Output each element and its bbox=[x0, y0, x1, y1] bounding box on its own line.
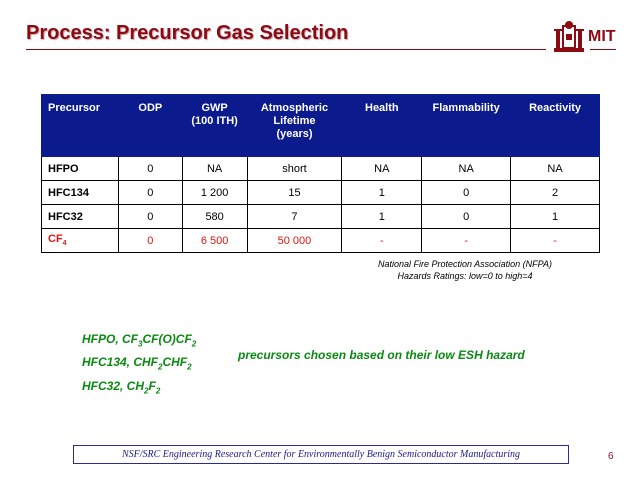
table-row bbox=[42, 205, 600, 229]
cell-flammability: NA bbox=[422, 157, 511, 181]
cell-odp: 0 bbox=[118, 229, 182, 253]
title-divider bbox=[26, 49, 546, 50]
cell-precursor bbox=[42, 229, 119, 253]
cell-precursor: HFPO bbox=[42, 157, 119, 181]
cell-reactivity: 1 bbox=[511, 205, 600, 229]
cell-reactivity: NA bbox=[511, 157, 600, 181]
logo-text: MIT bbox=[588, 28, 616, 45]
cell-flammability: 0 bbox=[422, 205, 511, 229]
dome-logo-icon bbox=[552, 18, 586, 54]
cell-health: NA bbox=[342, 157, 422, 181]
table-row bbox=[42, 181, 600, 205]
formula-hfc134: HFC134, $CHF_2CHF_2$ bbox=[82, 355, 192, 372]
header-flammability: Flammability bbox=[422, 95, 511, 157]
cf4-base: CF bbox=[48, 233, 63, 246]
precursor-formula-list bbox=[82, 330, 196, 400]
header-odp: ODP bbox=[118, 95, 182, 157]
cell-lifetime: 15 bbox=[247, 181, 342, 205]
cell-odp: 0 bbox=[118, 181, 182, 205]
header-health: Health bbox=[342, 95, 422, 157]
cf4-subscript: 4 bbox=[62, 240, 67, 248]
cell-reactivity: - bbox=[511, 229, 600, 253]
nfpa-note bbox=[330, 258, 600, 282]
header-lifetime-line1: Atmospheric bbox=[260, 102, 329, 114]
cell-health: - bbox=[342, 229, 422, 253]
header-gwp-line2: (100 ITH) bbox=[191, 115, 238, 127]
cell-gwp: 6 500 bbox=[182, 229, 247, 253]
page-number: 6 bbox=[608, 451, 614, 462]
header-lifetime-line3: (years) bbox=[276, 128, 313, 140]
table-row bbox=[42, 157, 600, 181]
precursor-table bbox=[41, 94, 600, 253]
nfpa-note-line1: National Fire Protection Association (NFPA) bbox=[377, 259, 553, 269]
cell-odp: 0 bbox=[118, 157, 182, 181]
table-row-highlighted bbox=[42, 229, 600, 253]
formula-hfc32: HFC32, $CH_2F_2$ bbox=[82, 378, 161, 396]
formula-hfpo: HFPO, $CF_3CF(O)CF_2$ bbox=[82, 332, 197, 349]
cell-health: 1 bbox=[342, 205, 422, 229]
slide-title: Process: Precursor Gas Selection bbox=[26, 22, 349, 44]
header-lifetime bbox=[247, 95, 342, 157]
cell-flammability: - bbox=[422, 229, 511, 253]
header-reactivity: Reactivity bbox=[511, 95, 600, 157]
cell-reactivity: 2 bbox=[511, 181, 600, 205]
footer-banner: NSF/SRC Engineering Research Center for Environmentally Benign Semiconductor Manufacturing bbox=[73, 445, 569, 464]
cell-gwp: 580 bbox=[182, 205, 247, 229]
cell-lifetime: 7 bbox=[247, 205, 342, 229]
logo-divider bbox=[590, 49, 616, 50]
cell-health: 1 bbox=[342, 181, 422, 205]
cell-gwp: NA bbox=[182, 157, 247, 181]
header-gwp-line1: GWP bbox=[201, 102, 228, 114]
cell-precursor: HFC32 bbox=[42, 205, 119, 229]
cell-precursor: HFC134 bbox=[42, 181, 119, 205]
header-gwp bbox=[182, 95, 247, 157]
header-precursor: Precursor bbox=[42, 95, 119, 157]
table-header-row bbox=[42, 95, 600, 157]
cell-odp: 0 bbox=[118, 205, 182, 229]
cell-lifetime: short bbox=[247, 157, 342, 181]
nfpa-note-line2: Hazards Ratings: low=0 to high=4 bbox=[397, 271, 533, 281]
cell-flammability: 0 bbox=[422, 181, 511, 205]
cell-lifetime: 50 000 bbox=[247, 229, 342, 253]
header-lifetime-line2: Lifetime bbox=[273, 115, 316, 127]
selection-rationale: precursors chosen based on their low ESH hazard bbox=[238, 348, 525, 362]
cell-gwp: 1 200 bbox=[182, 181, 247, 205]
